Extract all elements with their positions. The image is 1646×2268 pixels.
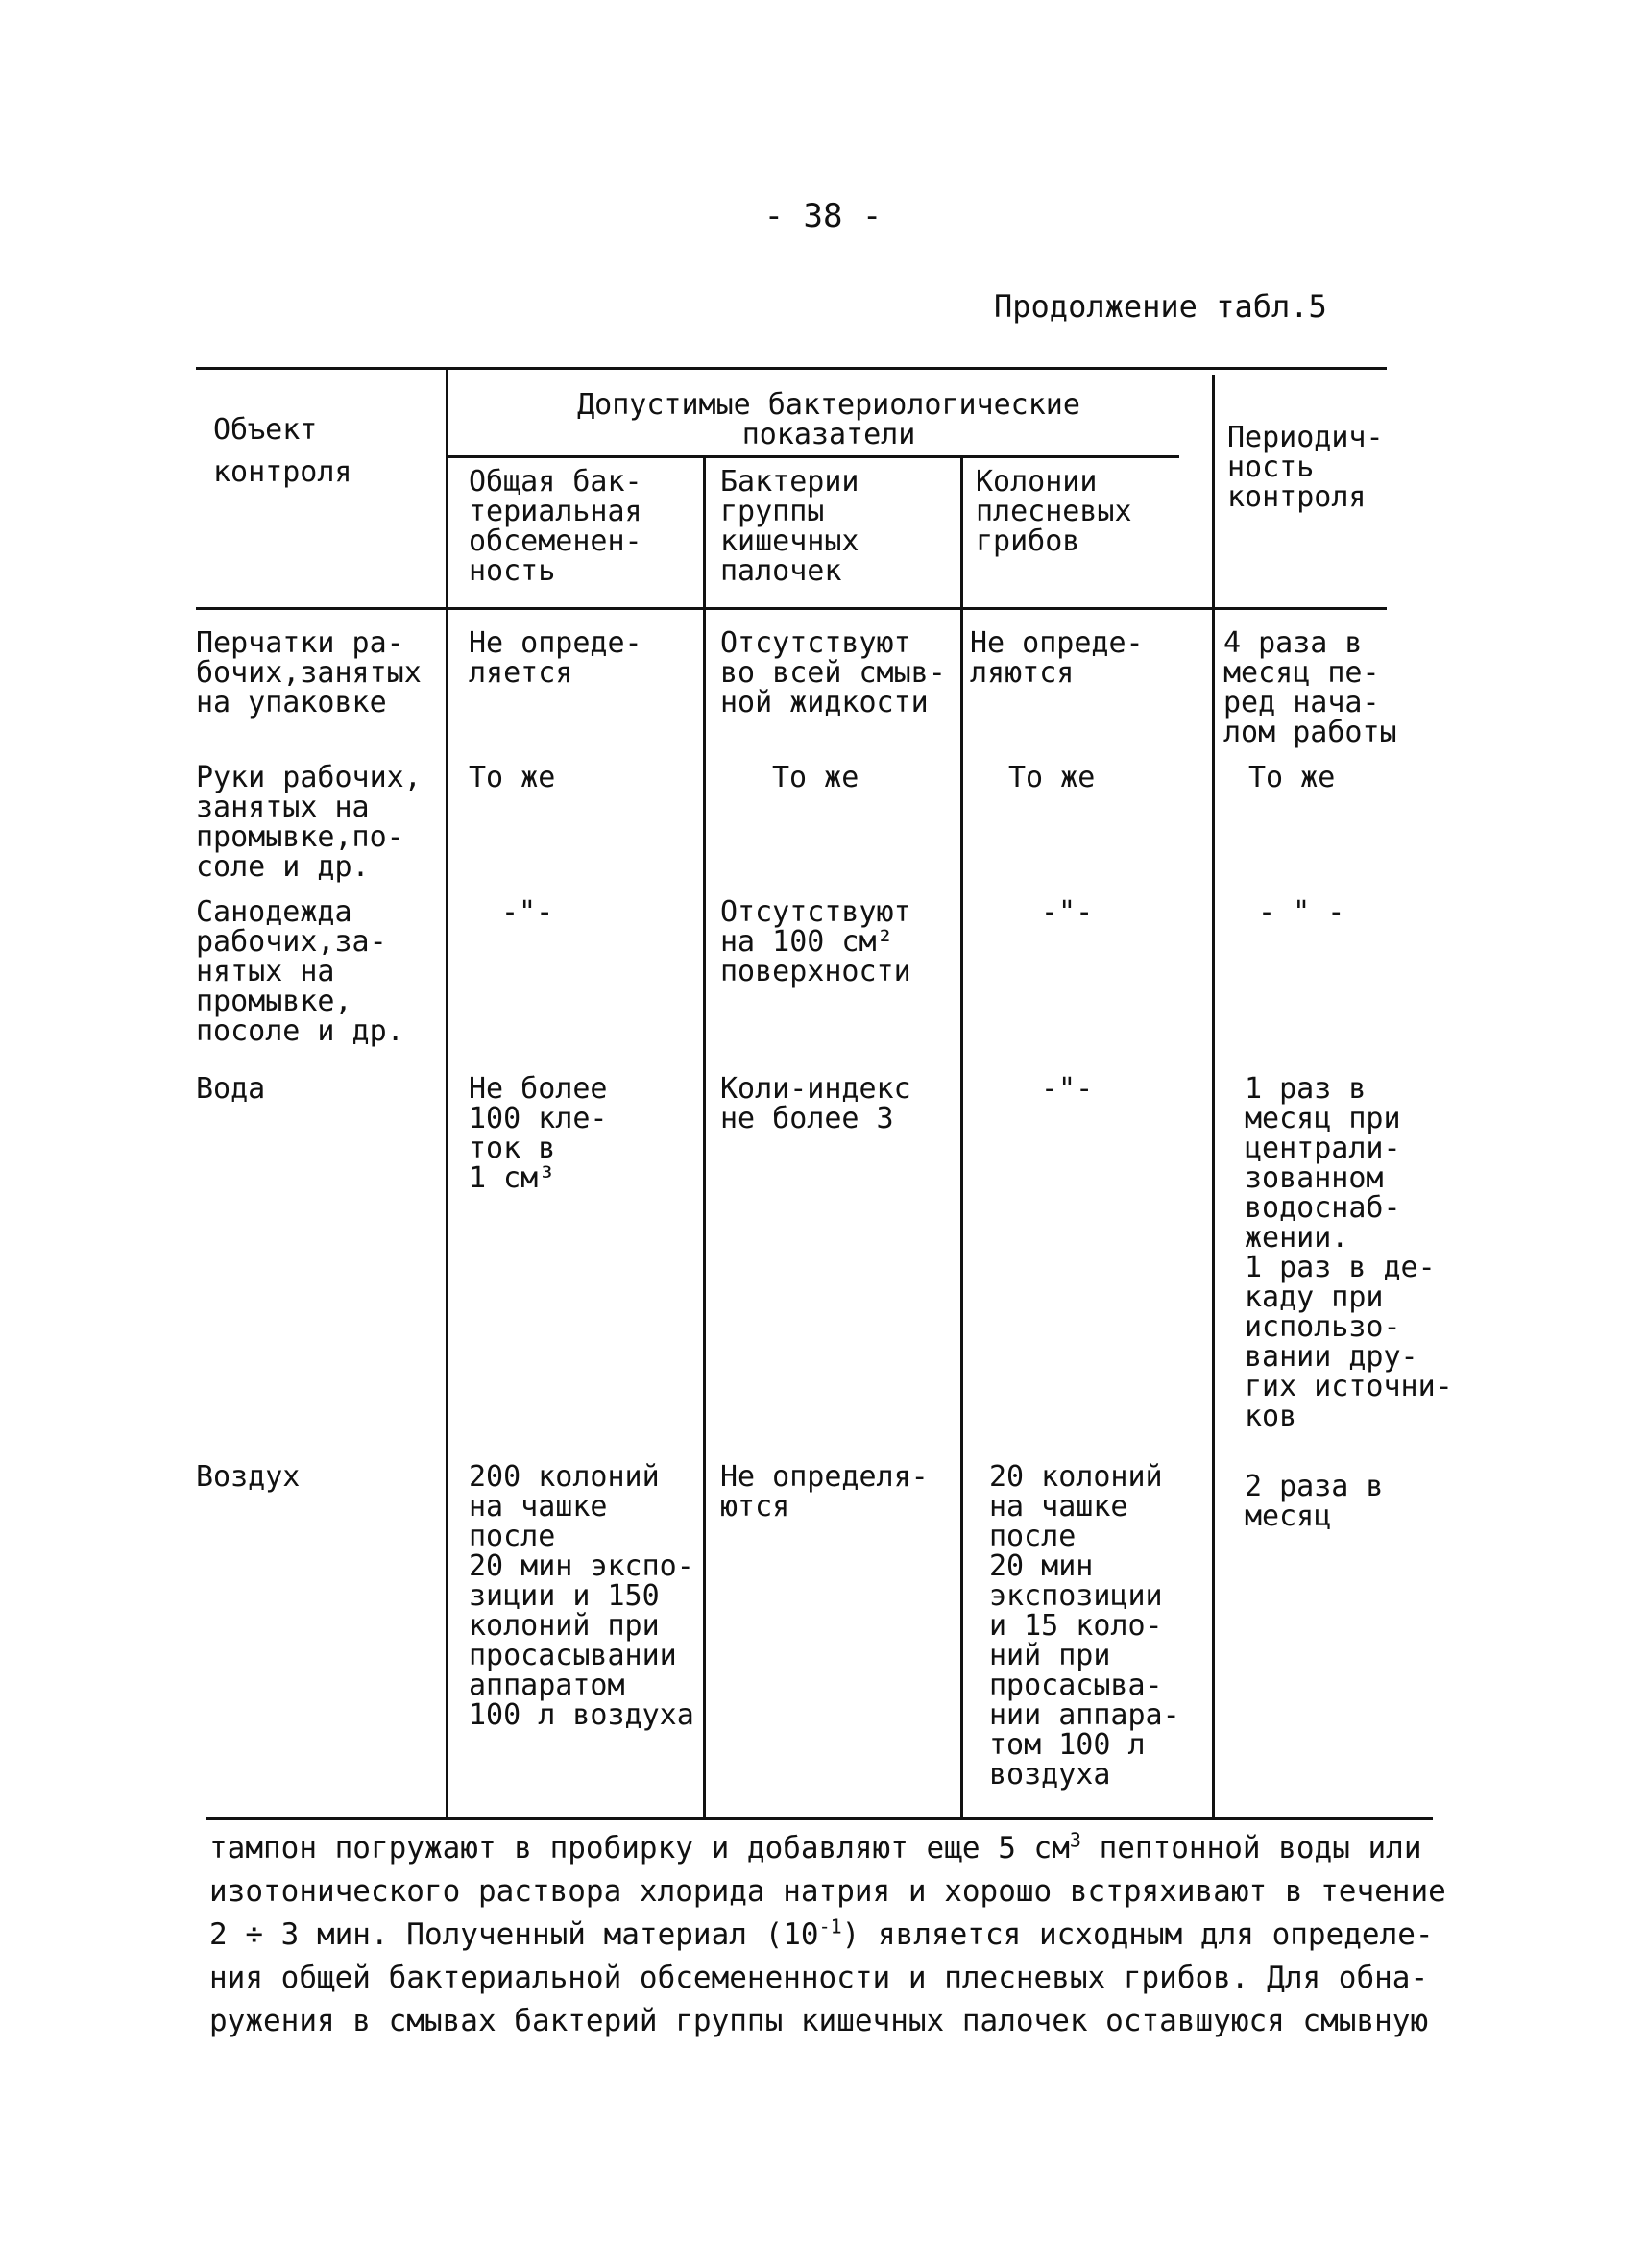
bacteriological-table — [196, 367, 1453, 1823]
row-hands-object: Руки рабочих, занятых на промывке,по- соле и др. — [196, 761, 422, 884]
row-gloves-mold: Не опреде- ляются — [970, 626, 1144, 690]
row-clothes-object: Санодежда рабочих,за- нятых на промывке, посоле и др. — [196, 895, 404, 1048]
row-air-period: 2 раза в месяц — [1245, 1470, 1384, 1533]
continuation-paragraph — [209, 1827, 1458, 2043]
header-object: Объект контроля — [213, 413, 352, 489]
column-divider-object — [446, 367, 448, 1819]
header-sub-coli: Бактерии группы кишечных палочек — [720, 465, 859, 588]
row-air-object: Воздух — [196, 1460, 301, 1494]
row-clothes-total: -"- — [501, 895, 554, 929]
row-water-total: Не более 100 кле- ток в 1 см³ — [469, 1072, 608, 1195]
header-sub-total: Общая бак- териальная обсеменен- ность — [469, 465, 642, 588]
paragraph-line-1: тампон погружают в пробирку и добавляют еще 5 $см^3$ пептонной воды или — [209, 1828, 1422, 1866]
row-water-period: 1 раз в месяц при централи- зованном водоснаб- жении. 1 раз в де- каду при использо- вании дру- гих источни- ков — [1245, 1072, 1453, 1433]
paragraph-line-5: ружения в смывах бактерий группы кишечных палочек оставшуюся смывную — [209, 2004, 1429, 2038]
row-air-coli: Не определя- ются — [720, 1460, 929, 1524]
group-header-rule — [446, 455, 1179, 458]
header-group: Допустимые бактериологические показатели — [577, 388, 1080, 451]
row-water-object: Вода — [196, 1072, 266, 1106]
row-hands-coli: То же — [772, 761, 859, 794]
row-gloves-period: 4 раза в месяц пе- ред нача- лом работы — [1223, 626, 1397, 749]
row-clothes-mold: -"- — [1041, 895, 1094, 929]
header-period: Периодич- ность контроля — [1227, 421, 1384, 514]
column-divider-period — [1212, 375, 1215, 1817]
row-clothes-period: - " - — [1258, 895, 1345, 929]
row-gloves-object: Перчатки ра- бочих,занятых на упаковке — [196, 626, 422, 719]
table-caption: Продолжение табл.5 — [994, 288, 1327, 325]
column-divider-sub1 — [703, 455, 706, 1817]
table-bottom-rule — [206, 1817, 1433, 1820]
row-hands-period: То же — [1248, 761, 1336, 794]
paragraph-line-2: изотонического раствора хлорида натрия и хорошо встряхивают в течение — [209, 1874, 1446, 1909]
column-divider-sub2 — [960, 455, 963, 1817]
row-water-coli: Коли-индекс не более 3 — [720, 1072, 911, 1135]
header-sub-mold: Колонии плесневых грибов — [976, 465, 1132, 558]
table-top-rule — [196, 367, 1387, 370]
row-clothes-coli: Отсутствуют на 100 см² поверхности — [720, 895, 911, 988]
row-hands-mold: То же — [1008, 761, 1096, 794]
header-bottom-rule — [196, 607, 1387, 610]
row-gloves-coli: Отсутствуют во всей смыв- ной жидкости — [720, 626, 946, 719]
paragraph-line-3: 2 ÷ 3 мин. Полученный материал $(10^{-1})$ является исходным для определе- — [209, 1914, 1434, 1952]
page-number: - 38 - — [763, 197, 883, 235]
row-gloves-total: Не опреде- ляется — [469, 626, 642, 690]
row-air-mold: 20 колоний на чашке после 20 мин экспозиции и 15 коло- ний при просасыва- нии аппара- том 100 л воздуха — [989, 1460, 1180, 1792]
paragraph-line-4: ния общей бактериальной обсемененности и плесневых грибов. Для обна- — [209, 1961, 1429, 1995]
row-air-total: 200 колоний на чашке после 20 мин экспо- зиции и 150 колоний при просасывании аппаратом 100 л воздуха — [469, 1460, 694, 1732]
row-hands-total: То же — [469, 761, 556, 794]
row-water-mold: -"- — [1041, 1072, 1094, 1106]
